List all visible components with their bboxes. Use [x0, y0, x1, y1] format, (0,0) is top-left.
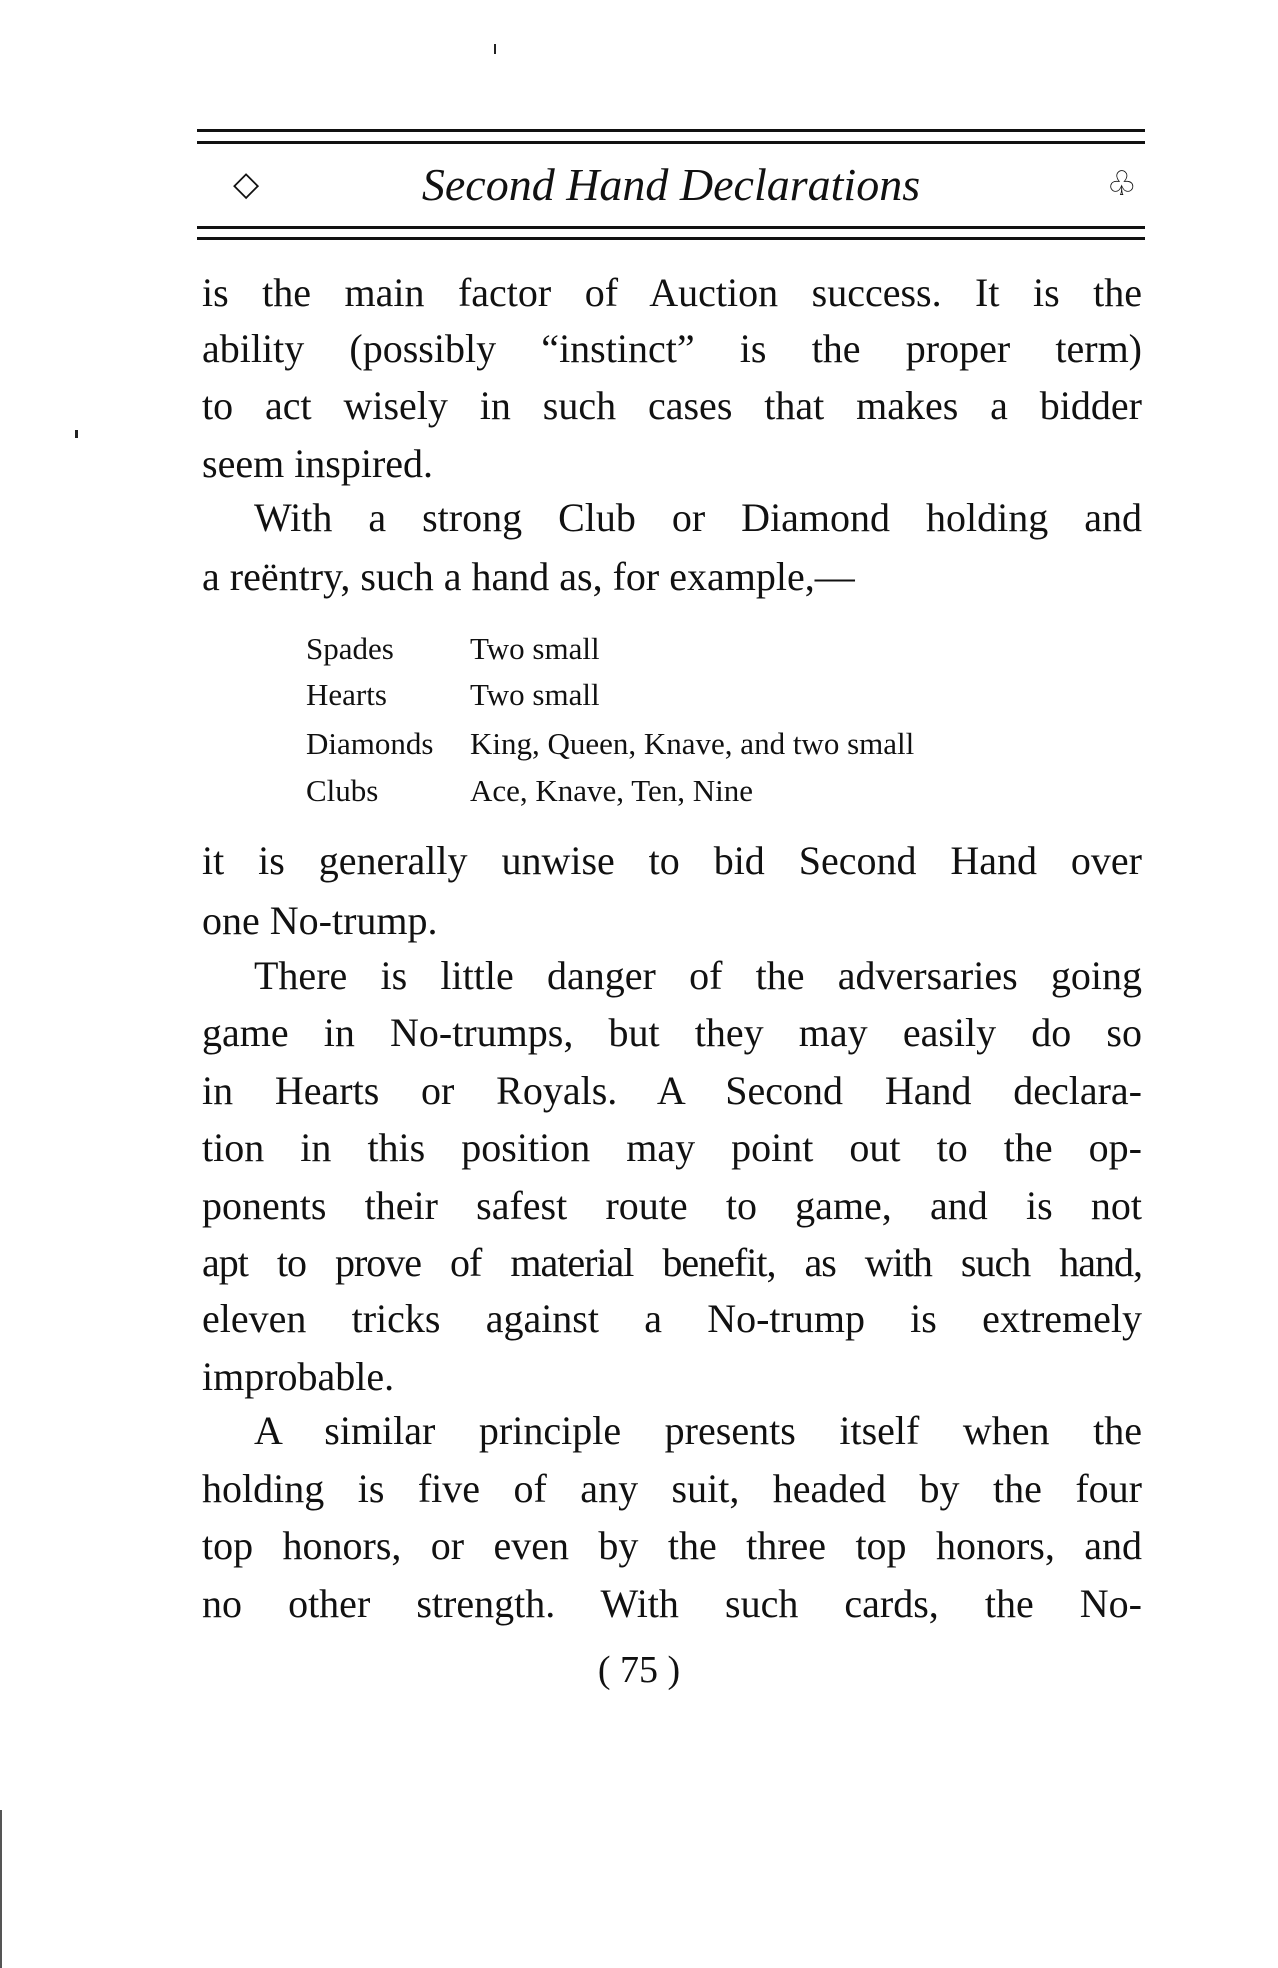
running-title: Second Hand Declarations	[421, 159, 921, 210]
hand-row	[306, 722, 914, 766]
cards: Two small	[470, 677, 600, 712]
diamond-icon: ◇	[233, 166, 260, 203]
text-line: improbable.	[202, 1354, 395, 1399]
text-line: top honors, or even by the three top honors, and	[202, 1523, 1142, 1568]
club-icon: ♧	[1106, 166, 1137, 203]
running-header	[197, 155, 1145, 215]
text-line: game in No-trumps, but they may easily do so	[202, 1010, 1142, 1055]
suit-name: Hearts	[306, 677, 387, 712]
header-rule	[197, 226, 1145, 229]
text-line: is the main factor of Auction success. It is the	[202, 270, 1142, 315]
header-rule	[197, 141, 1145, 144]
text-line: With a strong Club or Diamond holding and	[254, 495, 1142, 540]
cards: Two small	[470, 631, 600, 666]
hand-row	[306, 673, 600, 717]
suit-name: Clubs	[306, 773, 379, 808]
cards: Ace, Knave, Ten, Nine	[470, 773, 754, 808]
hand-row	[306, 627, 600, 671]
header-rule	[197, 129, 1145, 132]
text-line: ponents their safest route to game, and is not	[202, 1183, 1142, 1228]
text-line: tion in this position may point out to the op-	[202, 1125, 1142, 1170]
hand-row	[306, 769, 753, 813]
text-line: it is generally unwise to bid Second Hand over	[202, 838, 1142, 883]
text-line: ability (possibly “instinct” is the proper term)	[202, 326, 1142, 371]
suit-name: Diamonds	[306, 726, 434, 761]
text-line: holding is five of any suit, headed by the four	[202, 1466, 1142, 1511]
text-line: a reëntry, such a hand as, for example,—	[202, 554, 855, 599]
text-line: in Hearts or Royals. A Second Hand declara-	[202, 1068, 1142, 1113]
suit-name: Spades	[306, 631, 394, 666]
text-line: A similar principle presents itself when the	[254, 1408, 1142, 1453]
page-number: ( 75 )	[597, 1649, 681, 1691]
scan-speck	[75, 430, 78, 438]
scan-speck	[494, 44, 496, 54]
header-rule	[197, 237, 1145, 240]
cards: King, Queen, Knave, and two small	[470, 726, 915, 761]
text-line: There is little danger of the adversaries going	[254, 953, 1142, 998]
text-line: no other strength. With such cards, the No-	[202, 1581, 1142, 1626]
text-line: one No-trump.	[202, 898, 438, 943]
text-line: apt to prove of material benefit, as with such hand,	[202, 1240, 1142, 1285]
text-line: to act wisely in such cases that makes a bidder	[202, 383, 1142, 428]
text-line: seem inspired.	[202, 441, 434, 486]
text-line: eleven tricks against a No-trump is extremely	[202, 1296, 1142, 1341]
scan-edge	[0, 1810, 2, 1968]
